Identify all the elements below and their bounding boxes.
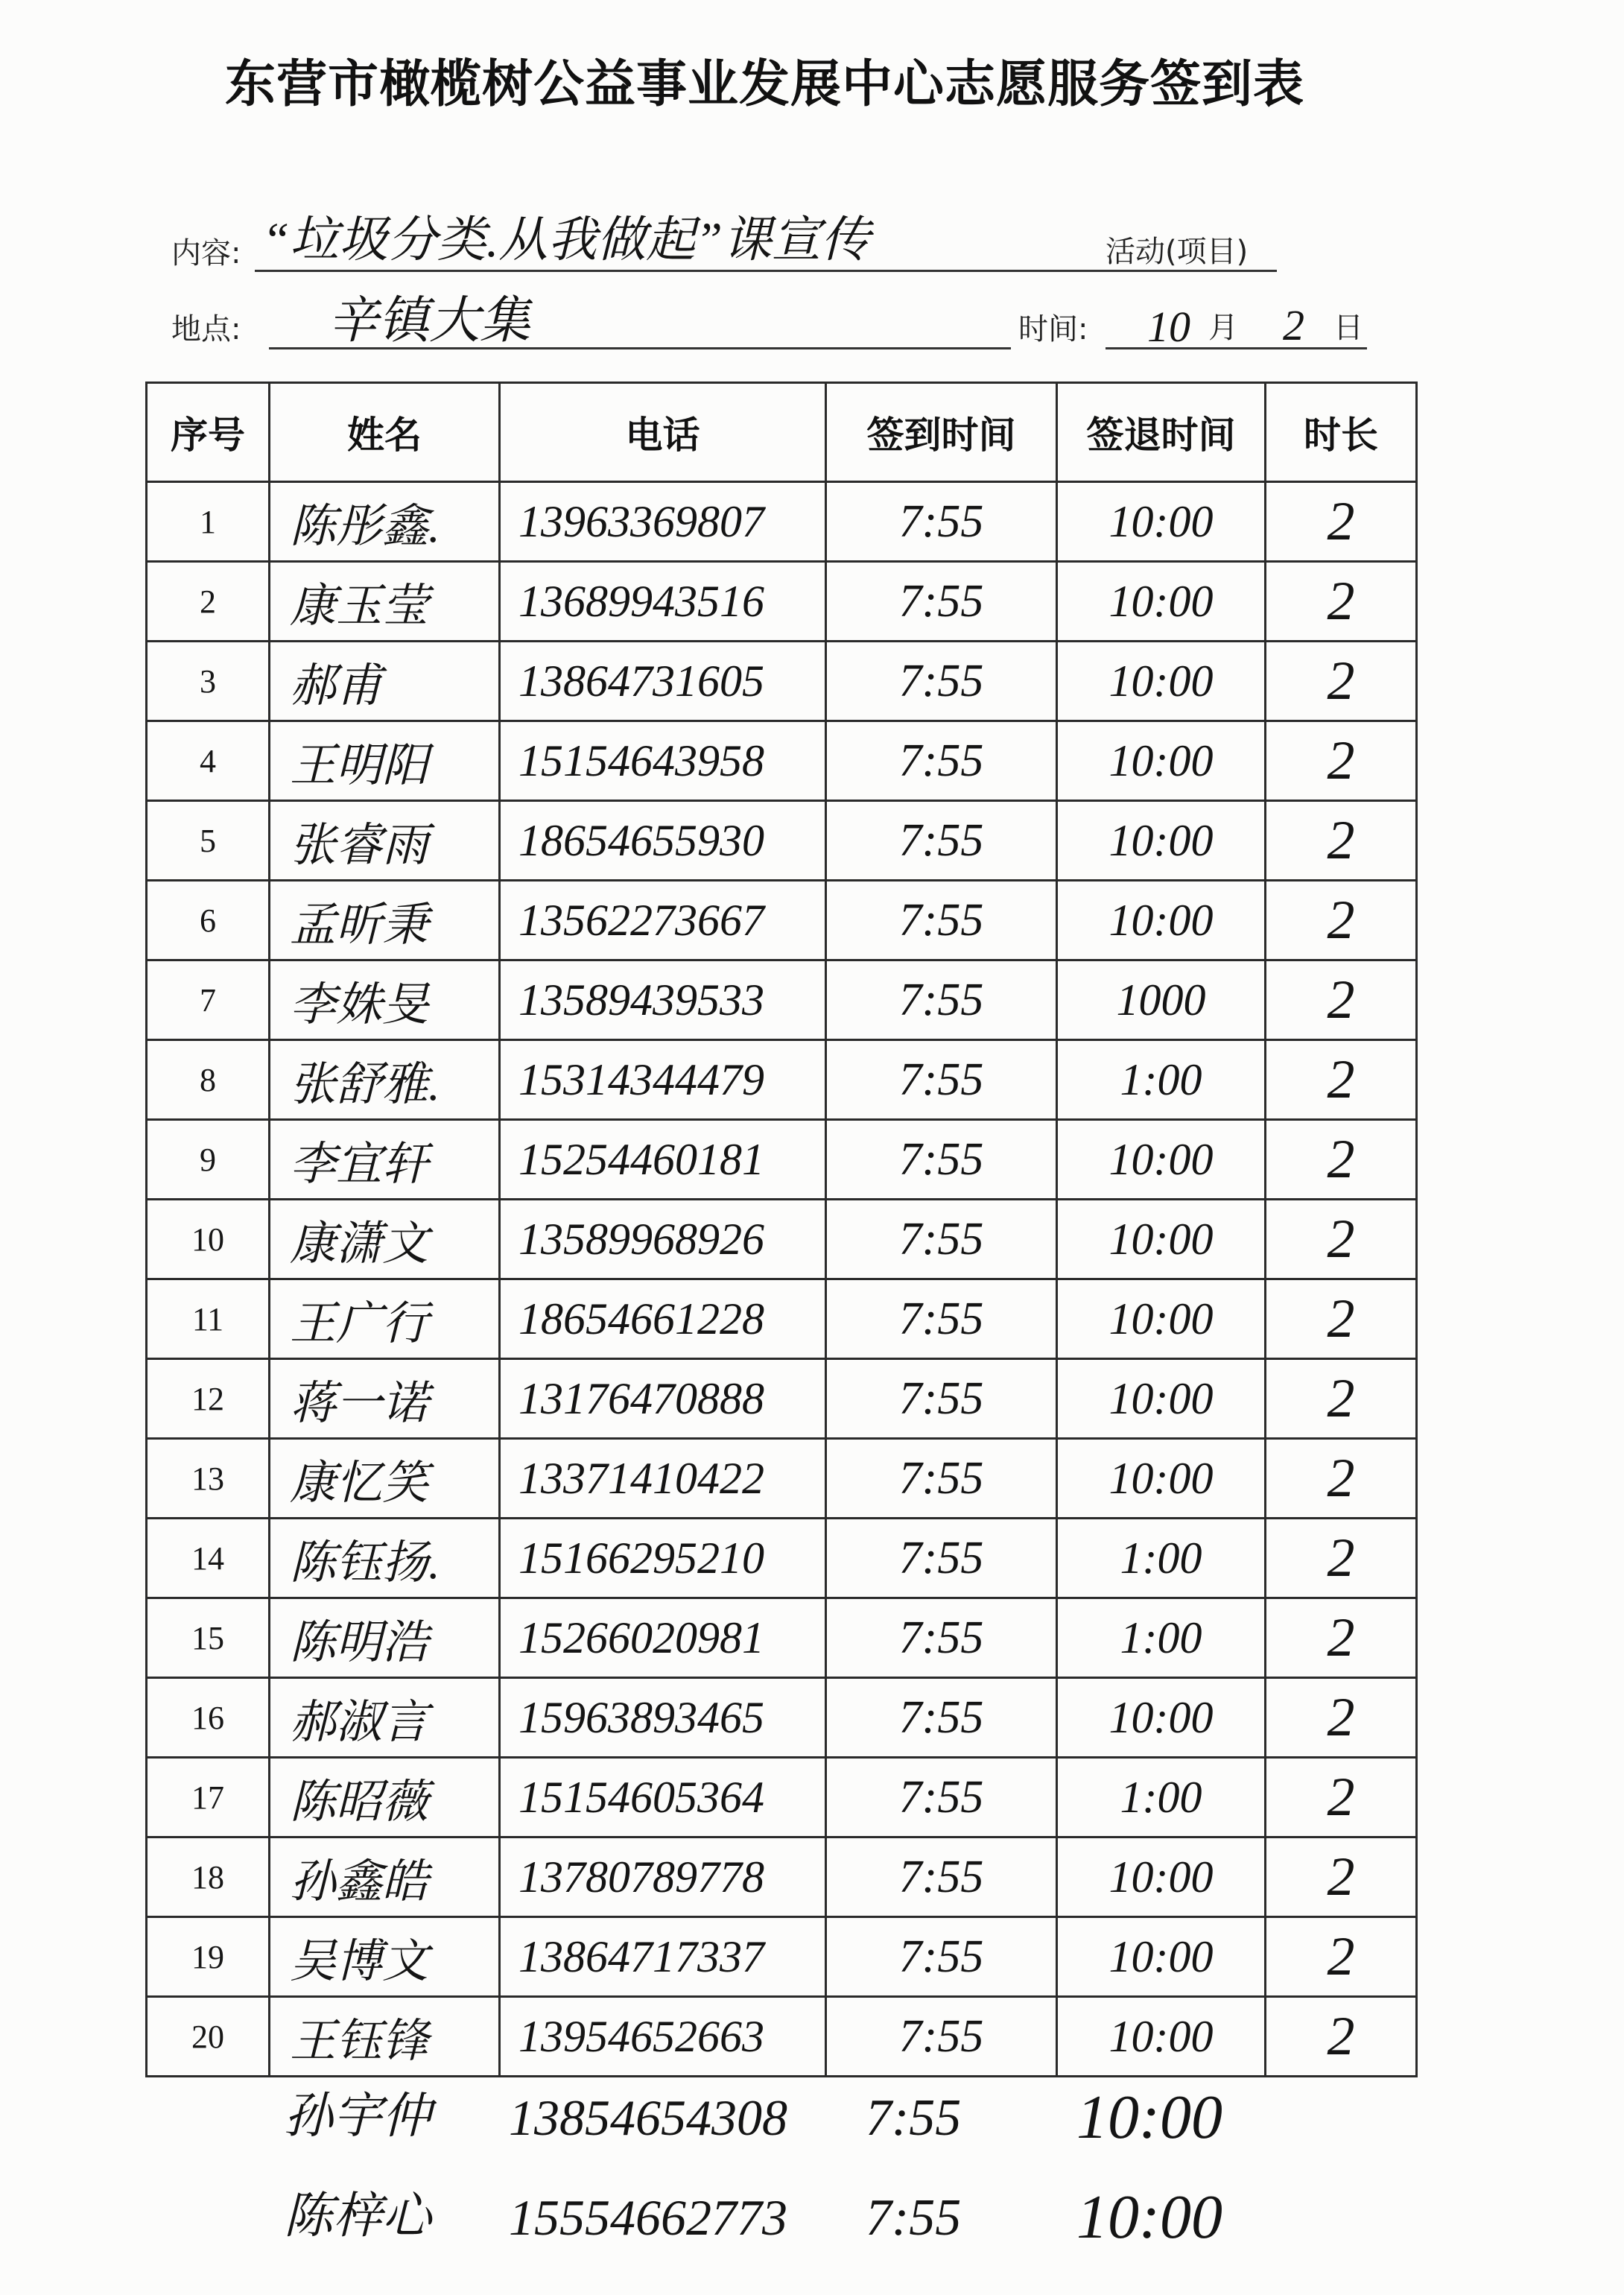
row-number: 15 (147, 1598, 270, 1678)
duration: 2 (1266, 1279, 1417, 1359)
activity-label: 活动(项目) (1106, 235, 1249, 269)
sign-in-time: 7:55 (826, 721, 1057, 801)
row-number: 9 (147, 1120, 270, 1200)
phone-number: 13963369807 (500, 482, 826, 562)
phone-number: 13689943516 (500, 562, 826, 642)
sign-out-time: 10:00 (1057, 881, 1266, 960)
duration: 2 (1266, 801, 1417, 881)
table-row (147, 1678, 1417, 1758)
time-label: 时间: (1018, 312, 1088, 346)
phone-number: 15154605364 (500, 1758, 826, 1837)
row-number: 4 (147, 721, 270, 801)
row-number: 13 (147, 1439, 270, 1519)
duration: 2 (1266, 1758, 1417, 1837)
volunteer-name: 康忆笑 (270, 1439, 500, 1519)
row-number: 6 (147, 881, 270, 960)
sign-in-time: 7:55 (826, 1917, 1057, 1997)
row-number: 20 (147, 1997, 270, 2077)
extra-volunteer-name: 孙宇仲 (284, 2089, 431, 2144)
phone-number: 15254460181 (500, 1120, 826, 1200)
row-number: 7 (147, 960, 270, 1040)
day-label: 日 (1333, 311, 1363, 345)
row-number: 19 (147, 1917, 270, 1997)
table-row (147, 960, 1417, 1040)
sign-in-time: 7:55 (826, 1359, 1057, 1439)
col-header-phone: 电话 (500, 383, 826, 482)
row-number: 10 (147, 1200, 270, 1279)
table-row (147, 1758, 1417, 1837)
table-row (147, 1120, 1417, 1200)
sign-in-time: 7:55 (826, 1519, 1057, 1598)
volunteer-name: 陈钰扬. (270, 1519, 500, 1598)
duration: 2 (1266, 1040, 1417, 1120)
duration: 2 (1266, 960, 1417, 1040)
sign-out-time: 1:00 (1057, 1598, 1266, 1678)
duration: 2 (1266, 721, 1417, 801)
sign-in-time: 7:55 (826, 1678, 1057, 1758)
duration: 2 (1266, 1997, 1417, 2077)
sign-out-time: 10:00 (1057, 482, 1266, 562)
day-value: 2 (1283, 301, 1304, 349)
sign-out-time: 1000 (1057, 960, 1266, 1040)
phone-number: 13371410422 (500, 1439, 826, 1519)
duration: 2 (1266, 1120, 1417, 1200)
volunteer-name: 张舒雅. (270, 1040, 500, 1120)
sign-out-time: 10:00 (1057, 721, 1266, 801)
table-row (147, 1917, 1417, 1997)
sign-out-time: 1:00 (1057, 1040, 1266, 1120)
duration: 2 (1266, 1598, 1417, 1678)
sign-out-time: 10:00 (1057, 1120, 1266, 1200)
table-row (147, 1439, 1417, 1519)
row-number: 11 (147, 1279, 270, 1359)
row-number: 16 (147, 1678, 270, 1758)
sign-out-time: 10:00 (1057, 1997, 1266, 2077)
phone-number: 18654655930 (500, 801, 826, 881)
volunteer-name: 孟昕秉 (270, 881, 500, 960)
volunteer-name: 郝淑言 (270, 1678, 500, 1758)
sign-in-time: 7:55 (826, 960, 1057, 1040)
sign-in-time: 7:55 (826, 1997, 1057, 2077)
row-number: 14 (147, 1519, 270, 1598)
duration: 2 (1266, 1678, 1417, 1758)
duration: 2 (1266, 642, 1417, 721)
phone-number: 15166295210 (500, 1519, 826, 1598)
col-header-sign-out: 签退时间 (1057, 383, 1266, 482)
phone-number: 13562273667 (500, 881, 826, 960)
table-row (147, 1837, 1417, 1917)
sign-in-time: 7:55 (826, 801, 1057, 881)
content-underline (255, 270, 1277, 272)
sign-out-time: 10:00 (1057, 1359, 1266, 1439)
row-number: 2 (147, 562, 270, 642)
duration: 2 (1266, 1837, 1417, 1917)
volunteer-name: 康玉莹 (270, 562, 500, 642)
sign-in-table (145, 382, 1418, 2077)
row-number: 5 (147, 801, 270, 881)
table-row (147, 881, 1417, 960)
col-header-sign-in: 签到时间 (826, 383, 1057, 482)
duration: 2 (1266, 1359, 1417, 1439)
sign-out-time: 10:00 (1057, 801, 1266, 881)
sign-out-time: 1:00 (1057, 1758, 1266, 1837)
extra-sign-out-time: 10:00 (1076, 2083, 1222, 2152)
phone-number: 13176470888 (500, 1359, 826, 1439)
month-value: 10 (1147, 303, 1190, 351)
row-number: 8 (147, 1040, 270, 1120)
table-row (147, 1279, 1417, 1359)
volunteer-name: 陈明浩 (270, 1598, 500, 1678)
page-title: 东营市橄榄树公益事业发展中心志愿服务签到表 (225, 55, 1305, 114)
phone-number: 13589439533 (500, 960, 826, 1040)
table-row (147, 482, 1417, 562)
sign-out-time: 10:00 (1057, 562, 1266, 642)
sign-in-time: 7:55 (826, 1837, 1057, 1917)
row-number: 18 (147, 1837, 270, 1917)
row-number: 12 (147, 1359, 270, 1439)
duration: 2 (1266, 482, 1417, 562)
sign-in-time: 7:55 (826, 1439, 1057, 1519)
sign-in-time: 7:55 (826, 562, 1057, 642)
duration: 2 (1266, 1439, 1417, 1519)
location-value: 辛镇大集 (328, 292, 531, 349)
table-row (147, 1997, 1417, 2077)
phone-number: 15963893465 (500, 1678, 826, 1758)
phone-number: 15154643958 (500, 721, 826, 801)
sign-out-time: 10:00 (1057, 1200, 1266, 1279)
sign-out-time: 10:00 (1057, 1678, 1266, 1758)
volunteer-name: 孙鑫皓 (270, 1837, 500, 1917)
volunteer-name: 张睿雨 (270, 801, 500, 881)
time-underline (1106, 347, 1367, 349)
duration: 2 (1266, 1200, 1417, 1279)
sign-in-time: 7:55 (826, 1598, 1057, 1678)
sign-in-time: 7:55 (826, 482, 1057, 562)
col-header-name: 姓名 (270, 383, 500, 482)
sign-out-time: 1:00 (1057, 1519, 1266, 1598)
extra-phone-number: 15554662773 (509, 2189, 787, 2246)
table-row (147, 721, 1417, 801)
extra-sign-in-time: 7:55 (866, 2089, 962, 2147)
col-header-number: 序号 (147, 383, 270, 482)
row-number: 17 (147, 1758, 270, 1837)
table-row (147, 562, 1417, 642)
row-number: 1 (147, 482, 270, 562)
sign-in-time: 7:55 (826, 642, 1057, 721)
volunteer-name: 蒋一诺 (270, 1359, 500, 1439)
col-header-duration: 时长 (1266, 383, 1417, 482)
location-label: 地点: (171, 312, 241, 346)
duration: 2 (1266, 881, 1417, 960)
sign-out-time: 10:00 (1057, 1837, 1266, 1917)
extra-sign-in-time: 7:55 (866, 2189, 962, 2247)
table-row (147, 1598, 1417, 1678)
sign-out-time: 10:00 (1057, 1279, 1266, 1359)
table-row (147, 1359, 1417, 1439)
volunteer-name: 陈昭薇 (270, 1758, 500, 1837)
volunteer-name: 李宜轩 (270, 1120, 500, 1200)
sign-out-time: 10:00 (1057, 1439, 1266, 1519)
sign-in-time: 7:55 (826, 1279, 1057, 1359)
content-label: 内容: (171, 236, 241, 270)
table-row (147, 1040, 1417, 1120)
table-row (147, 1200, 1417, 1279)
sign-in-time: 7:55 (826, 881, 1057, 960)
phone-number: 18654661228 (500, 1279, 826, 1359)
row-number: 3 (147, 642, 270, 721)
volunteer-name: 王明阳 (270, 721, 500, 801)
volunteer-name: 康潇文 (270, 1200, 500, 1279)
volunteer-name: 王钰锋 (270, 1997, 500, 2077)
duration: 2 (1266, 562, 1417, 642)
phone-number: 13954652663 (500, 1997, 826, 2077)
extra-volunteer-name: 陈梓心 (284, 2189, 431, 2244)
phone-number: 13589968926 (500, 1200, 826, 1279)
month-label: 月 (1208, 311, 1238, 345)
sign-in-time: 7:55 (826, 1040, 1057, 1120)
extra-sign-out-time: 10:00 (1076, 2182, 1222, 2252)
phone-number: 13780789778 (500, 1837, 826, 1917)
table-row (147, 1519, 1417, 1598)
duration: 2 (1266, 1917, 1417, 1997)
volunteer-name: 李姝旻 (270, 960, 500, 1040)
phone-number: 13864717337 (500, 1917, 826, 1997)
phone-number: 13864731605 (500, 642, 826, 721)
content-value: “垃圾分类.从我做起”课宣传 (262, 213, 870, 268)
sign-in-time: 7:55 (826, 1120, 1057, 1200)
table-row (147, 801, 1417, 881)
table-header-row (147, 383, 1417, 482)
duration: 2 (1266, 1519, 1417, 1598)
volunteer-name: 陈彤鑫. (270, 482, 500, 562)
sign-out-time: 10:00 (1057, 1917, 1266, 1997)
extra-phone-number: 13854654308 (509, 2089, 787, 2146)
sign-out-time: 10:00 (1057, 642, 1266, 721)
phone-number: 15314344479 (500, 1040, 826, 1120)
volunteer-name: 王广行 (270, 1279, 500, 1359)
volunteer-name: 郝甫 (270, 642, 500, 721)
phone-number: 15266020981 (500, 1598, 826, 1678)
table-row (147, 642, 1417, 721)
volunteer-name: 吴博文 (270, 1917, 500, 1997)
sign-in-time: 7:55 (826, 1758, 1057, 1837)
sign-in-time: 7:55 (826, 1200, 1057, 1279)
